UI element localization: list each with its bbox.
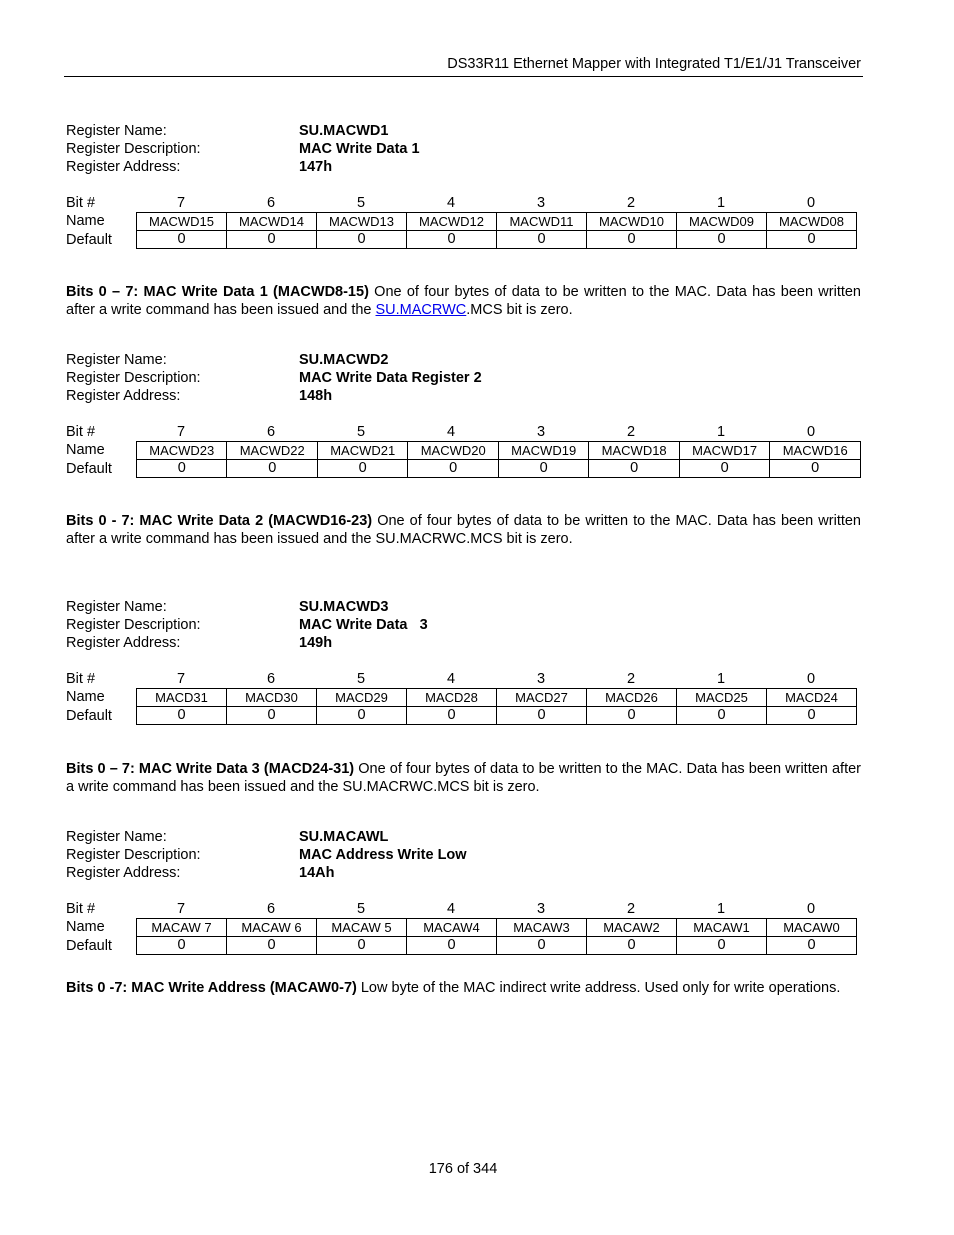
register-block-macwd1 (66, 122, 861, 250)
bit-number: 6 (266, 901, 276, 917)
bit-name-cell: MACD26 (587, 689, 677, 707)
bit-number-row (66, 423, 861, 441)
bit-number: 0 (806, 195, 816, 211)
bit-default-cell: 0 (137, 460, 227, 478)
bit-default-cell: 0 (407, 231, 497, 249)
register-name-label: Register Name: (66, 123, 167, 139)
bit-number: 2 (626, 671, 636, 687)
bit-name-cell: MACWD14 (227, 213, 317, 231)
bit-name-cell: MACWD22 (227, 442, 317, 460)
bit-name-cell: MACWD19 (498, 442, 588, 460)
bit-field-heading: Bits 0 – 7: MAC Write Data 1 (MACWD8-15) (66, 284, 369, 300)
bit-default-cell: 0 (677, 937, 767, 955)
register-description: MAC Write Data 1 (299, 141, 420, 157)
bit-default-cell: 0 (227, 937, 317, 955)
bit-default-cell: 0 (227, 460, 317, 478)
register-description-paragraph (66, 512, 861, 548)
bit-table (136, 918, 857, 955)
register-address: 14Ah (299, 865, 335, 881)
register-address-label: Register Address: (66, 388, 181, 404)
page-number: 176 of 344 (428, 1161, 498, 1177)
bit-number: 7 (176, 195, 186, 211)
bit-default-cell: 0 (137, 231, 227, 249)
bit-name-cell: MACAW 6 (227, 919, 317, 937)
bit-number: 1 (716, 671, 726, 687)
bit-default-cell: 0 (317, 707, 407, 725)
bit-name-cell: MACAW3 (497, 919, 587, 937)
bit-number: 5 (356, 195, 366, 211)
bit-name-cell: MACD30 (227, 689, 317, 707)
bit-default-cell: 0 (767, 707, 857, 725)
bit-number-row (66, 194, 861, 212)
bit-name-cell: MACD27 (497, 689, 587, 707)
bit-default-cell: 0 (407, 937, 497, 955)
bit-default-cell: 0 (137, 937, 227, 955)
bit-default-cell: 0 (227, 231, 317, 249)
register-name: SU.MACWD1 (299, 123, 389, 139)
bit-default-cell: 0 (408, 460, 498, 478)
register-name-label: Register Name: (66, 352, 167, 368)
name-label: Name (66, 689, 105, 705)
bit-name-cell: MACAW 5 (317, 919, 407, 937)
bit-field-heading: Bits 0 - 7: MAC Write Data 2 (MACWD16-23) (66, 513, 373, 529)
register-address: 148h (299, 388, 333, 404)
bit-label: Bit # (66, 671, 96, 687)
bit-name-cell: MACWD21 (317, 442, 407, 460)
description-text: One of four bytes of data to be written to the MAC. Data has been written after a write command has been issued and the SU.MACRWC.MCS bit is zero. (66, 761, 861, 795)
bit-number: 4 (446, 424, 456, 440)
bit-default-cell: 0 (497, 937, 587, 955)
bit-name-cell: MACWD09 (677, 213, 767, 231)
bit-default-cell: 0 (317, 460, 407, 478)
register-description-paragraph (66, 979, 861, 997)
bit-number: 3 (536, 901, 546, 917)
default-label: Default (66, 938, 112, 954)
bit-number: 7 (176, 424, 186, 440)
bit-name-cell: MACAW2 (587, 919, 677, 937)
bit-name-cell: MACWD10 (587, 213, 677, 231)
bit-default-cell: 0 (587, 707, 677, 725)
bit-name-row (137, 919, 857, 937)
bit-number-row (66, 900, 861, 918)
su-macrwc-link[interactable]: SU.MACRWC (375, 302, 467, 318)
bit-name-cell: MACD31 (137, 689, 227, 707)
header-rule (64, 76, 863, 77)
bit-default-cell: 0 (317, 937, 407, 955)
bit-number: 2 (626, 424, 636, 440)
bit-default-cell: 0 (497, 231, 587, 249)
default-label: Default (66, 232, 112, 248)
register-description-label: Register Description: (66, 141, 201, 157)
page-header-title: DS33R11 Ethernet Mapper with Integrated T1/E1/J1 Transceiver (447, 56, 861, 72)
bit-default-cell: 0 (767, 937, 857, 955)
bit-default-cell: 0 (767, 231, 857, 249)
bit-number: 5 (356, 901, 366, 917)
bit-name-cell: MACWD11 (497, 213, 587, 231)
bit-name-cell: MACWD20 (408, 442, 498, 460)
bit-number: 6 (266, 671, 276, 687)
register-description-paragraph (66, 760, 861, 796)
bit-number: 4 (446, 195, 456, 211)
bit-default-row (137, 231, 857, 249)
bit-name-row (137, 442, 861, 460)
bit-default-cell: 0 (498, 460, 588, 478)
register-description: MAC Write Data Register 2 (299, 370, 482, 386)
bit-name-cell: MACAW 7 (137, 919, 227, 937)
bit-name-row (137, 213, 857, 231)
bit-number: 1 (716, 424, 726, 440)
bit-default-cell: 0 (679, 460, 769, 478)
bit-number: 0 (806, 424, 816, 440)
register-address-label: Register Address: (66, 159, 181, 175)
bit-name-row (137, 689, 857, 707)
bit-name-cell: MACAW4 (407, 919, 497, 937)
register-address: 149h (299, 635, 333, 651)
bit-default-cell: 0 (589, 460, 679, 478)
bit-default-cell: 0 (227, 707, 317, 725)
bit-name-cell: MACWD17 (679, 442, 769, 460)
register-description-paragraph (66, 283, 861, 319)
bit-default-cell: 0 (587, 231, 677, 249)
bit-table (136, 212, 857, 249)
bit-number: 4 (446, 901, 456, 917)
default-label: Default (66, 461, 112, 477)
bit-number: 6 (266, 424, 276, 440)
description-text: One of four bytes of data to be written to the MAC. Data has been written after a write command has been issued and the SU.MACRWC.MCS bit is zero. (66, 513, 861, 547)
bit-label: Bit # (66, 901, 96, 917)
bit-default-row (137, 707, 857, 725)
bit-number: 2 (626, 195, 636, 211)
register-block-macwd3 (66, 598, 861, 726)
register-name-label: Register Name: (66, 829, 167, 845)
bit-label: Bit # (66, 195, 96, 211)
bit-number: 3 (536, 195, 546, 211)
bit-default-row (137, 937, 857, 955)
bit-default-cell: 0 (677, 707, 767, 725)
description-text: .MCS bit is zero. (466, 302, 573, 318)
bit-table (136, 441, 861, 478)
register-address-label: Register Address: (66, 635, 181, 651)
bit-number: 6 (266, 195, 276, 211)
register-block-macawl (66, 828, 861, 956)
bit-default-cell: 0 (317, 231, 407, 249)
register-block-macwd2 (66, 351, 861, 479)
bit-default-cell: 0 (497, 707, 587, 725)
bit-name-cell: MACWD08 (767, 213, 857, 231)
description-text: Low byte of the MAC indirect write address. Used only for write operations. (356, 980, 841, 996)
register-name: SU.MACWD3 (299, 599, 389, 615)
bit-default-cell: 0 (407, 707, 497, 725)
bit-default-cell: 0 (677, 231, 767, 249)
register-name: SU.MACWD2 (299, 352, 389, 368)
name-label: Name (66, 213, 105, 229)
bit-name-cell: MACD28 (407, 689, 497, 707)
register-description-label: Register Description: (66, 847, 201, 863)
bit-name-cell: MACAW0 (767, 919, 857, 937)
bit-number: 1 (716, 195, 726, 211)
bit-name-cell: MACD29 (317, 689, 407, 707)
bit-default-cell: 0 (587, 937, 677, 955)
bit-number: 0 (806, 901, 816, 917)
bit-field-heading: Bits 0 – 7: MAC Write Data 3 (MACD24-31) (66, 761, 355, 777)
bit-default-cell: 0 (770, 460, 861, 478)
bit-number: 0 (806, 671, 816, 687)
bit-field-heading: Bits 0 -7: MAC Write Address (MACAW0-7) (66, 980, 357, 996)
bit-number: 3 (536, 671, 546, 687)
bit-number: 7 (176, 901, 186, 917)
register-address-label: Register Address: (66, 865, 181, 881)
bit-number: 5 (356, 671, 366, 687)
bit-number: 4 (446, 671, 456, 687)
bit-number-row (66, 670, 861, 688)
name-label: Name (66, 442, 105, 458)
bit-name-cell: MACWD15 (137, 213, 227, 231)
register-name: SU.MACAWL (299, 829, 389, 845)
bit-name-cell: MACD25 (677, 689, 767, 707)
bit-number: 5 (356, 424, 366, 440)
bit-name-cell: MACD24 (767, 689, 857, 707)
bit-label: Bit # (66, 424, 96, 440)
bit-name-cell: MACAW1 (677, 919, 767, 937)
bit-name-cell: MACWD23 (137, 442, 227, 460)
bit-default-cell: 0 (137, 707, 227, 725)
bit-number: 1 (716, 901, 726, 917)
bit-name-cell: MACWD18 (589, 442, 679, 460)
bit-name-cell: MACWD16 (770, 442, 861, 460)
default-label: Default (66, 708, 112, 724)
register-description-label: Register Description: (66, 617, 201, 633)
bit-name-cell: MACWD12 (407, 213, 497, 231)
bit-number: 3 (536, 424, 546, 440)
register-description: MAC Write Data 3 (299, 617, 428, 633)
register-name-label: Register Name: (66, 599, 167, 615)
register-description: MAC Address Write Low (299, 847, 467, 863)
name-label: Name (66, 919, 105, 935)
bit-table (136, 688, 857, 725)
bit-number: 2 (626, 901, 636, 917)
bit-number: 7 (176, 671, 186, 687)
description-text: One of four bytes of data to be written to the MAC. Data has been written after a write command has been issued and the (66, 284, 861, 318)
register-description-label: Register Description: (66, 370, 201, 386)
bit-default-row (137, 460, 861, 478)
bit-name-cell: MACWD13 (317, 213, 407, 231)
register-address: 147h (299, 159, 333, 175)
